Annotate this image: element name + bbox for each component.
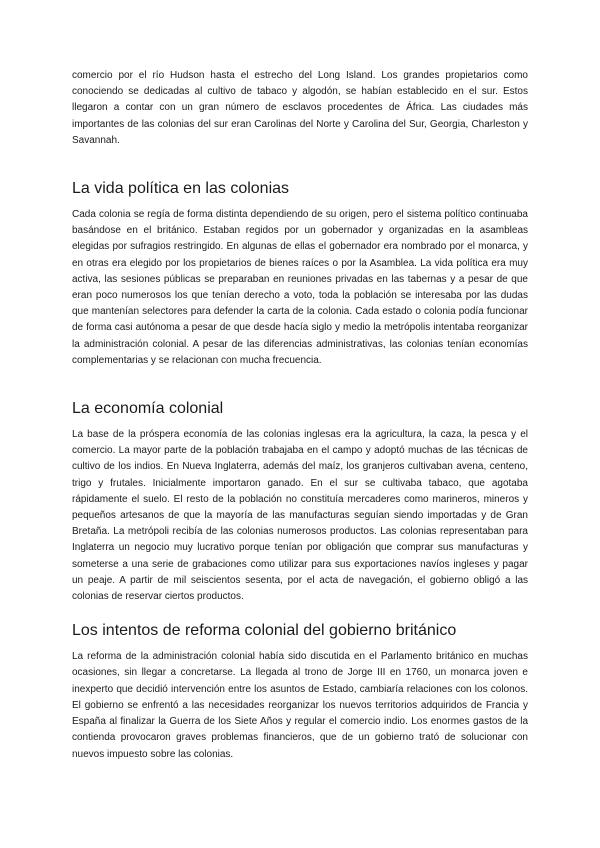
section-heading-political-life: La vida política en las colonias bbox=[72, 180, 290, 198]
section-paragraph-political-life: Cada colonia se regía de forma distinta dependiendo de su origen, pero el sistema político continuaba basándose en el británico. Estaban regidos por un gobernador y organizadas en la asambleas elegidas por sufragios restringido. En algunas de ellas el gobernador era nombrado por el monarca, y en otras era elegido por los propietarios de bienes raíces o por la Asamblea. La vida política era muy activa, las sesiones públicas se preparaban en reuniones privadas en las tabernas y a pesar de que eran poco numerosos los que tenían derecho a voto, toda la población se interesaba por las dudas que mantenían selectores para defender la carta de la colonia. Cada estado o colonia podía funcionar de forma casi autónoma a pesar de que desde hacía siglo y medio la metrópolis intentaba reorganizar la administración colonial. A pesar de las diferencias administrativas, las colonias tenían economías complementarias y se relacionan con mucha frecuencia. bbox=[72, 209, 528, 366]
section-heading-colonial-economy: La economía colonial bbox=[72, 400, 224, 418]
section-paragraph-colonial-economy: La base de la próspera economía de las colonias inglesas era la agricultura, la caza, la pesca y el comercio. La mayor parte de la población trabajaba en el campo y adoptó muchas de las técnicas de cultivo de los indios. En Nueva Inglaterra, además del maíz, los granjeros cultivaban avena, centeno, trigo y frutales. Inicialmente importaron ganado. En el sur se cultivaba tabaco, que agotaba rápidamente el suelo. El resto de la población no constituía mercaderes como marineros, mineros y pequeños artesanos de que la mayoría de las manufacturas seguían siendo importadas y de Gran Bretaña. La metrópoli recibía de las colonias numerosos productos. Las colonias representaban para Inglaterra un negocio muy lucrativo porque tenían por obligación que comprar sus manufacturas y someterse a una serie de grabaciones como utilizar para sus exportaciones navíos ingleses y pagar un peaje. A partir de mil seiscientos sesenta, por el acta de navegación, el gobierno obligó a las colonias de reservar ciertos productos. bbox=[72, 429, 528, 603]
intro-paragraph: comercio por el río Hudson hasta el estrecho del Long Island. Los grandes propietarios como conociendo se dedicadas al cultivo de tabaco y algodón, se habían establecido en el sur. Estos llegaron a contar con un gran número de esclavos procedentes de África. Las ciudades más importantes de las colonias del sur eran Carolinas del Norte y Carolina del Sur, Georgia, Charleston y Savannah. bbox=[72, 70, 528, 146]
document-page bbox=[72, 68, 528, 763]
section-heading-reform-attempts: Los intentos de reforma colonial del gobierno británico bbox=[72, 622, 457, 640]
section-paragraph-reform-attempts: La reforma de la administración colonial había sido discutida en el Parlamento británico en muchas ocasiones, sin llegar a concretarse. La llegada al trono de Jorge III en 1760, un monarca joven e inexperto que decidió intervención entre los asuntos de Estado, cambiaría relaciones con los colonos. El gobierno se enfrentó a las necesidades reorganizar los nuevos territorios adquiridos de Francia y España al finalizar la Guerra de los Siete Años y regular el comercio indio. Los enormes gastos de la contienda provocaron graves problemas financieros, que de un gobierno trató de solucionar con nuevos impuesto sobre las colonias. bbox=[72, 651, 528, 760]
